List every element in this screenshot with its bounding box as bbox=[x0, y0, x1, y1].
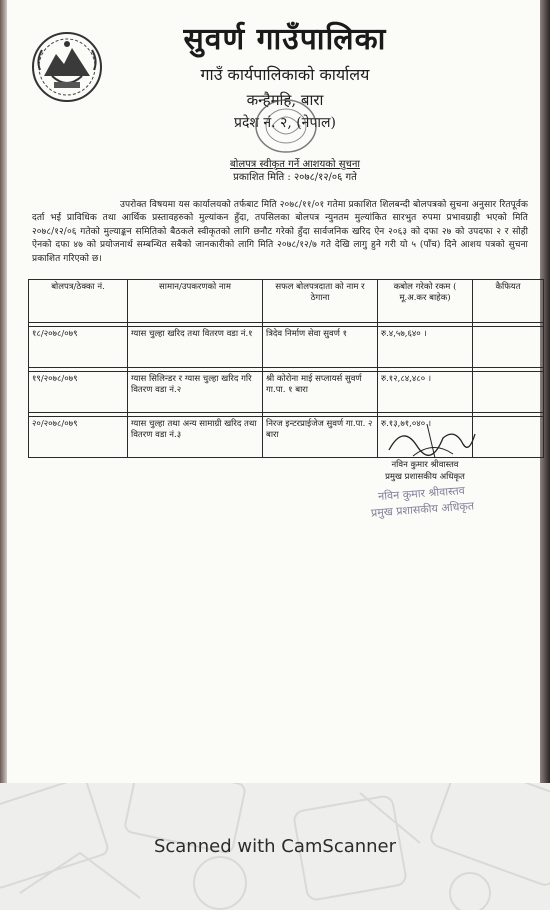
nepal-emblem-icon bbox=[30, 30, 104, 104]
cell-remarks bbox=[473, 417, 544, 458]
cell-item-name: ग्यास चुल्हा तथा अन्य सामाग्री खरिद तथा वितरण वडा नं.३ bbox=[128, 417, 263, 458]
stamp-designation: प्रमुख प्रशासकीय अधिकृत bbox=[370, 499, 475, 520]
cell-item-name: ग्यास चुल्हा खरिद तथा वितरण वडा नं.१ bbox=[128, 327, 263, 368]
office-province: प्रदेश नं. २, (नेपाल) bbox=[234, 115, 336, 131]
notice-title: बोलपत्र स्वीकृत गर्ने आशयको सुचना bbox=[230, 159, 360, 170]
cell-remarks bbox=[473, 372, 544, 413]
page-edge-left bbox=[0, 0, 7, 783]
signature-icon bbox=[383, 420, 479, 462]
col-header-amount: कबोल गरेको रकम ( मू.अ.कर बाहेक) bbox=[378, 280, 473, 323]
stamp-name: नविन कुमार श्रीवास्तव bbox=[377, 484, 466, 504]
published-date: प्रकाशित मिति : २०७८/१२/०६ गते bbox=[233, 172, 357, 183]
notice-body: उपरोक्त विषयमा यस कार्यालयको तर्फबाट मिति २०७८/११/०१ गतेमा प्रकाशित शिलबन्दी बोलपत्रको सुचना अनुसार रितपूर्वक दर्ता भई प्राविधिक तथा आर्थिक प्रस्तावहरुको मुल्यांकन हुँदा, तपसिलका बोलपत्र न्युनतम मुल्यांकित सारभुत रुपमा प्रभावग्राही भएको मिति २०७८/१२/०६ गतेको मुल्याङ्कन समितिको बैठकले स्वीकृतको लागि छनौट गरेको हुँदा सार्वजनिक खरिद ऐन २०६३ को दफा २७ को उपदफा २ र सोही ऐनको दफा ४७ को प्रयोजनार्थ सम्बन्धित सबैको जानकारीको लागि मिति २०७८/१२/७ गते देखि लागु हुने गरी यो ५ (पाँच) दिने आशय पत्रको सुचना प्रकाशित गरिएको छ। bbox=[32, 200, 528, 264]
col-header-item-name: सामान/उपकरणको नाम bbox=[128, 280, 263, 323]
cell-bidder: निरज इन्टरप्राईजेज सुवर्ण गा.पा. २ बारा bbox=[263, 417, 378, 458]
cell-contract-no: १८/२०७८/०७९ bbox=[29, 327, 128, 368]
camscanner-label: Scanned with CamScanner bbox=[153, 836, 397, 857]
cell-item-name: ग्यास सिलिन्डर र ग्यास चुल्हा खरिद गरि वितरण वडा नं.२ bbox=[128, 372, 263, 413]
cell-amount: रु.४,५७,६४० । bbox=[378, 327, 473, 368]
cell-amount: रु.१२,८४,४८० । bbox=[378, 372, 473, 413]
office-seal-icon bbox=[246, 96, 326, 158]
camscanner-footer bbox=[0, 783, 550, 910]
col-header-remarks: कैफियत bbox=[473, 280, 544, 323]
signatory-block bbox=[360, 459, 490, 483]
cell-bidder: त्रिदेव निर्माण सेवा सुवर्ण १ bbox=[263, 327, 378, 368]
signatory-name: नविन कुमार श्रीवास्तव bbox=[391, 460, 459, 470]
office-location: कन्हैमहि, बारा bbox=[246, 91, 324, 109]
table-header-row bbox=[29, 280, 544, 323]
signatory-designation: प्रमुख प्रशासकीय अधिकृत bbox=[385, 472, 465, 482]
office-name: गाउँ कार्यपालिकाको कार्यालय bbox=[200, 65, 370, 84]
cell-contract-no: १९/२०७८/०७९ bbox=[29, 372, 128, 413]
table-row bbox=[29, 372, 544, 413]
cell-bidder: श्री कोरोना माई सप्लायर्स सुवर्ण गा.पा. १ बारा bbox=[263, 372, 378, 413]
cell-contract-no: २०/२०७८/०७९ bbox=[29, 417, 128, 458]
cell-amount: रु.१३,७१,०४० । bbox=[378, 417, 473, 458]
col-header-bidder: सफल बोलपत्रदाता को नाम र ठेगाना bbox=[263, 280, 378, 323]
col-header-contract-no: बोलपत्र/ठेक्का नं. bbox=[29, 280, 128, 323]
signatory-stamp bbox=[361, 482, 483, 522]
municipality-title: सुवर्ण गाउँपालिका bbox=[183, 22, 387, 57]
table-row bbox=[29, 327, 544, 368]
cell-remarks bbox=[473, 327, 544, 368]
notice-heading bbox=[160, 158, 430, 184]
